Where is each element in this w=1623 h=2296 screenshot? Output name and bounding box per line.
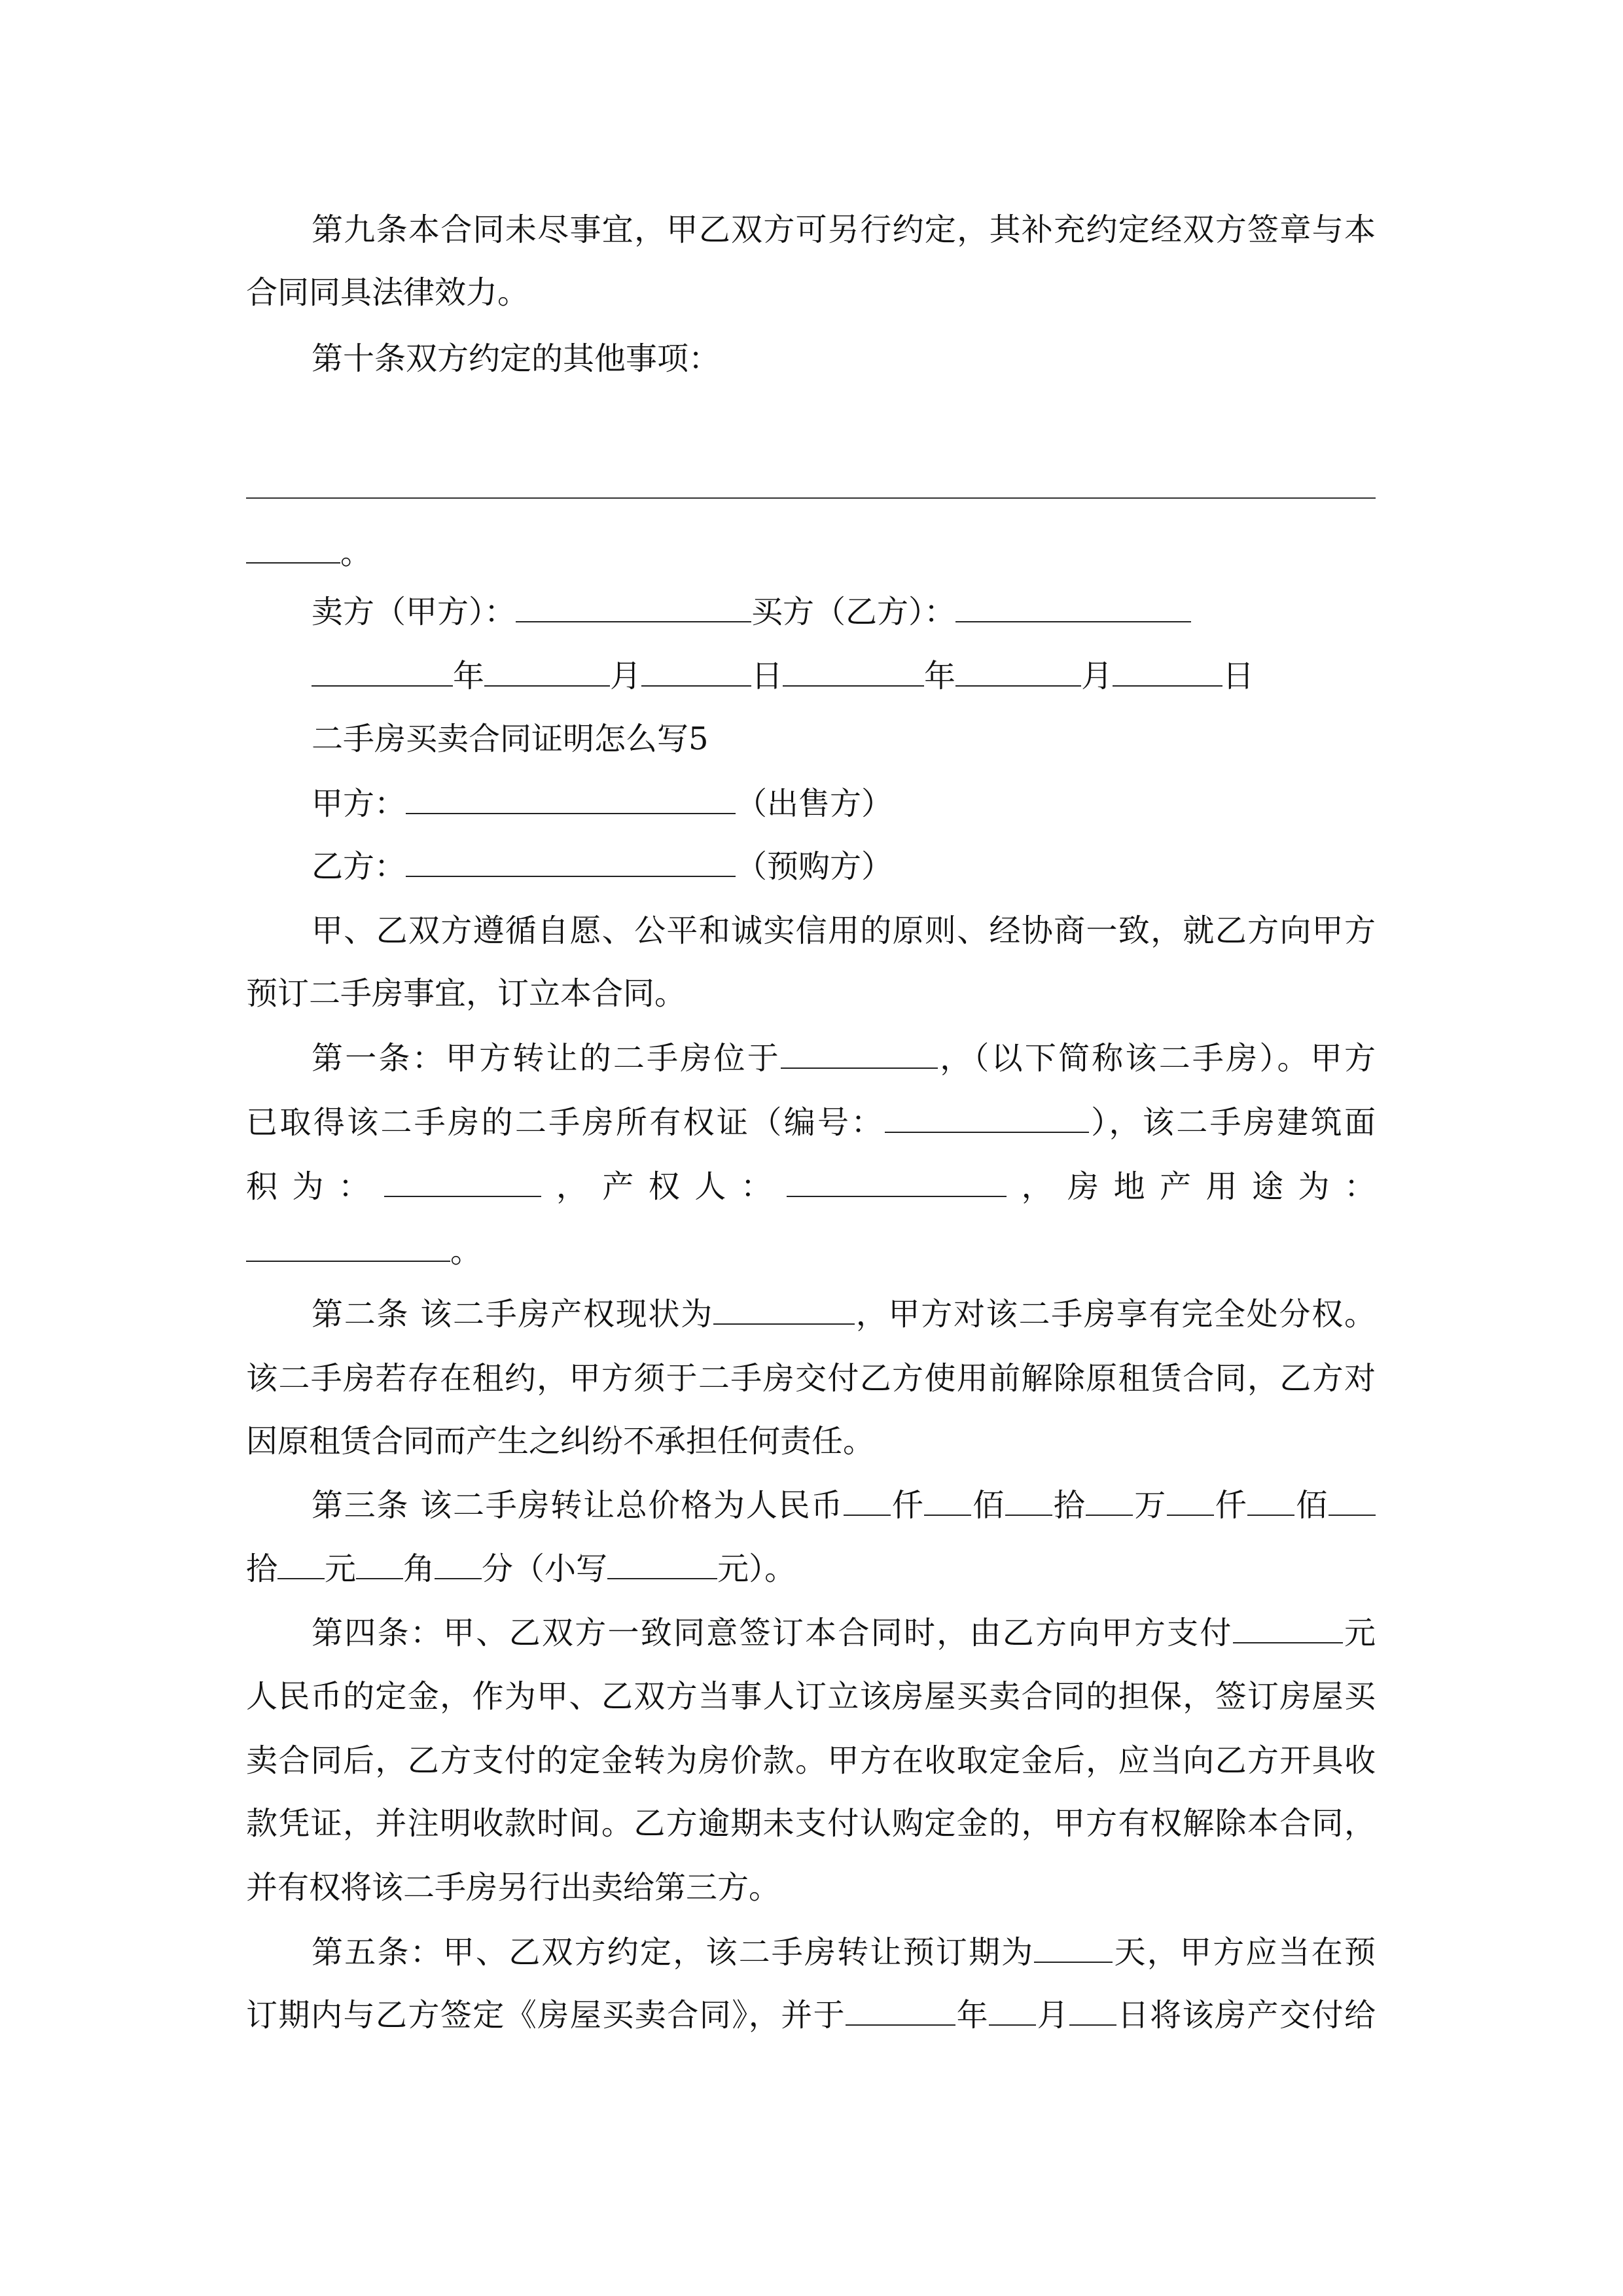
article-2-line-2: 该二手房若存在租约，甲方须于二手房交付乙方使用前解除原租赁合同，乙方对 xyxy=(246,1360,1376,1397)
article-1-line-2: 已取得该二手房的二手房所有权证（编号： ），该二手房建筑面 xyxy=(246,1104,1376,1141)
article-1-line-3: 积为： ，产权人： ，房地产用途为： xyxy=(246,1168,1376,1205)
fill-in-blank xyxy=(781,1039,938,1069)
fill-in-blank xyxy=(1034,1933,1113,1963)
article-4-line-3: 卖合同后，乙方支付的定金转为房价款。甲方在收取定金后，应当向乙方开具收 xyxy=(246,1742,1376,1779)
fill-in-end: 。 xyxy=(246,533,1376,573)
preamble-line-2: 预订二手房事宜，订立本合同。 xyxy=(246,975,687,1012)
article-2-line-1: 第二条 该二手房产权现状为 ，甲方对该二手房享有完全处分权。 xyxy=(312,1296,1376,1333)
fill-in-blank xyxy=(713,1295,855,1325)
fill-in-blank xyxy=(1233,1613,1343,1643)
fill-in-blank xyxy=(787,1167,1007,1197)
article-4-line-2: 人民币的定金，作为甲、乙双方当事人订立该房屋买卖合同的担保，签订房屋买 xyxy=(246,1678,1376,1715)
fill-in-blank xyxy=(484,656,610,687)
fill-in-blank xyxy=(277,1549,325,1579)
fill-in-blank xyxy=(435,1549,482,1579)
party-b-line: 乙方： （预购方） xyxy=(312,848,893,885)
article-1-line-1: 第一条：甲方转让的二手房位于 ，（以下简称该二手房）。甲方 xyxy=(312,1040,1376,1077)
fill-in-blank xyxy=(1113,656,1222,687)
article-2-line-3: 因原租赁合同而产生之纠纷不承担任何责任。 xyxy=(246,1423,875,1460)
article-4-line-4: 款凭证，并注明收款时间。乙方逾期未支付认购定金的，甲方有权解除本合同， xyxy=(246,1805,1376,1842)
article-9-line-1: 第九条本合同未尽事宜，甲乙双方可另行约定，其补充约定经双方签章与本 xyxy=(312,211,1376,248)
fill-in-blank xyxy=(955,592,1191,622)
fill-in-blank xyxy=(844,1486,891,1516)
article-3-line-1: 第三条 该二手房转让总价格为人民币 仟 佰 拾 万 仟 佰 xyxy=(312,1486,1376,1525)
fill-in-blank xyxy=(312,656,453,687)
fill-in-blank xyxy=(406,847,736,877)
fill-in-blank xyxy=(885,1103,1089,1133)
fill-in-blank xyxy=(1247,1486,1294,1516)
article-4-line-5: 并有权将该二手房另行出卖给第三方。 xyxy=(246,1869,781,1906)
section-title: 二手房买卖合同证明怎么写5 xyxy=(312,721,709,757)
signature-dates: 年 月 日 年 月 日 xyxy=(312,656,1376,696)
fill-in-blank xyxy=(1005,1486,1052,1516)
article-5-line-2: 订期内与乙方签定《房屋买卖合同》，并于 年 月 日将该房产交付给 xyxy=(246,1997,1376,2034)
fill-in-blank xyxy=(924,1486,971,1516)
article-5-line-1: 第五条：甲、乙双方约定，该二手房转让预订期为 天，甲方应当在预 xyxy=(312,1934,1376,1971)
article-4-line-1: 第四条：甲、乙双方一致同意签订本合同时，由乙方向甲方支付 元 xyxy=(312,1615,1376,1651)
article-9-line-2: 合同同具法律效力。 xyxy=(246,274,529,311)
fill-in-blank xyxy=(989,1996,1036,2026)
fill-in-blank xyxy=(607,1549,717,1579)
party-a-line: 甲方： （出售方） xyxy=(312,785,893,822)
fill-in-blank xyxy=(846,1996,955,2026)
fill-in-blank xyxy=(1167,1486,1214,1516)
fill-in-blank xyxy=(1329,1486,1376,1516)
fill-in-blank xyxy=(384,1167,541,1197)
fill-in-blank xyxy=(356,1549,403,1579)
fill-in-rule xyxy=(246,497,1376,499)
fill-in-blank xyxy=(1069,1996,1116,2026)
article-10-heading: 第十条双方约定的其他事项： xyxy=(312,340,721,377)
fill-in-blank xyxy=(406,784,736,814)
article-1-line-4: 。 xyxy=(246,1232,1376,1271)
fill-in-blank xyxy=(516,592,751,622)
preamble-line-1: 甲、乙双方遵循自愿、公平和诚实信用的原则、经协商一致，就乙方向甲方 xyxy=(312,912,1376,949)
fill-in-blank xyxy=(783,656,924,687)
fill-in-blank xyxy=(246,1232,450,1262)
fill-in-blank xyxy=(955,656,1081,687)
signature-parties: 卖方（甲方）： 买方（乙方）： xyxy=(312,592,1376,632)
fill-in-blank xyxy=(1086,1486,1133,1516)
fill-in-blank xyxy=(641,656,751,687)
article-3-line-2: 拾 元 角 分（小写 元）。 xyxy=(246,1551,796,1587)
fill-in-blank xyxy=(246,533,340,564)
